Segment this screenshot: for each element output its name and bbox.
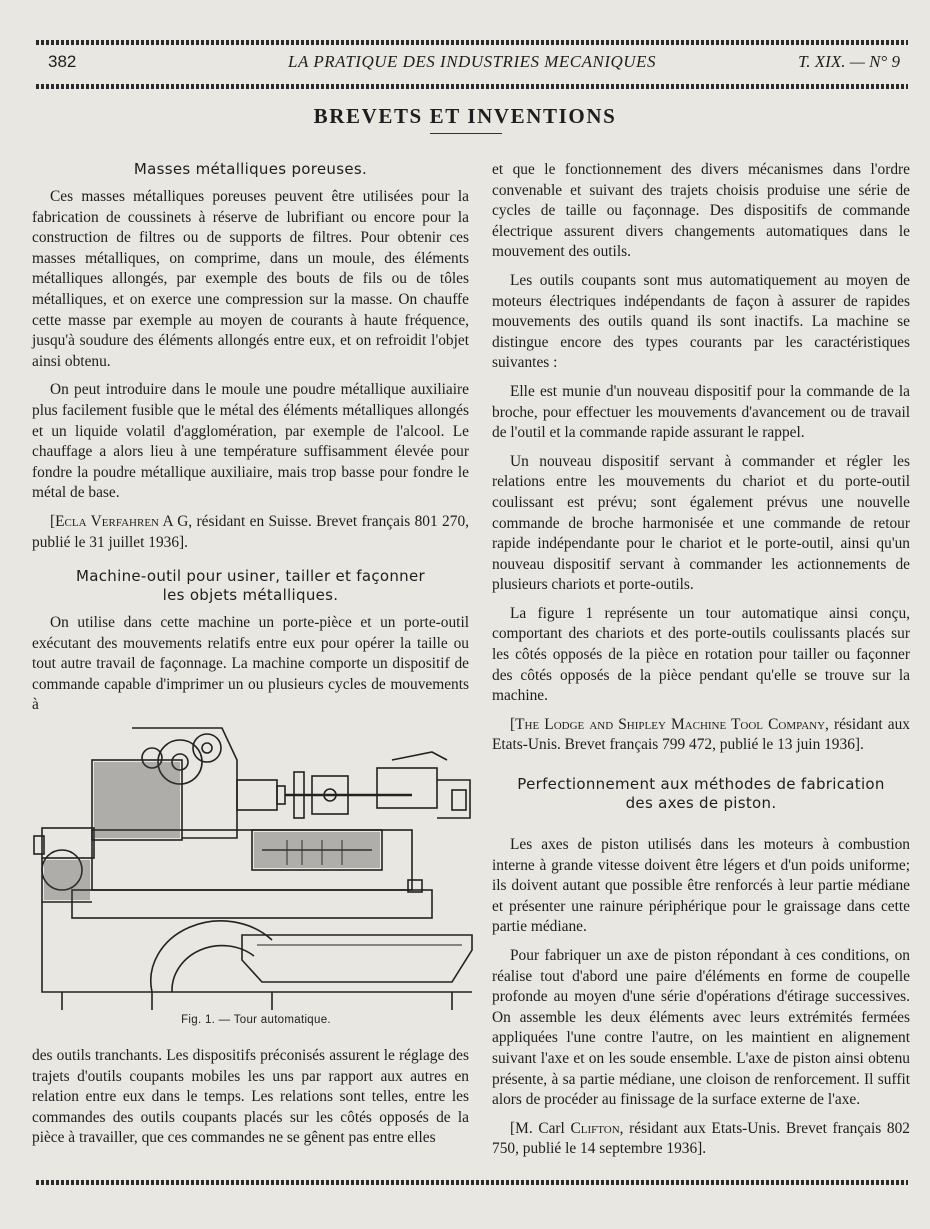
volume-number: T. XIX. — N° 9 bbox=[798, 52, 900, 71]
section-title: BREVETS ET INVENTIONS bbox=[313, 104, 617, 128]
machine-paragraph-2: Les outils coupants sont mus automatiquement au moyen de moteurs électriques indépendants de façon à assurer de rapides mouvements des outils quand ils sont inactifs. La machine se distingue encore des types courants par les caractéristiques suivantes : bbox=[492, 271, 910, 372]
masses-patent-company: Ecla Verfahren bbox=[55, 512, 160, 530]
piston-paragraph-2: Pour fabriquer un axe de piston répondant à ces conditions, on réalise tout d'abord une paire d'éléments en forme de coupelle profonde au moyen d'une série d'opérations d'étirage successives. On assemble les deux éléments avec leurs extrémités fermées appliquées l'une contre l'autre, on les maintient en alignement suivant l'axe et on les soude ensemble. L'axe de piston ainsi obtenu présente, à sa partie médiane, une cloison de renforcement. Il suffit alors de procéder au finissage de la surface externe de l'axe. bbox=[492, 946, 910, 1109]
right-column-continued bbox=[492, 775, 910, 1168]
machine-heading-line-2: les objets métalliques. bbox=[162, 586, 339, 605]
piston-patent-prefix: M. Carl bbox=[515, 1119, 571, 1137]
machine-patent-company: The Lodge and Shipley Machine Tool Company bbox=[515, 715, 826, 733]
left-column-continued bbox=[32, 1046, 469, 1157]
machine-paragraph-3: Elle est munie d'un nouveau dispositif pour la commande de la broche, pour effectuer les mouvements d'avancement ou de travail de l'outil et la commande rapide assurant le rappel. bbox=[492, 382, 910, 442]
piston-patent-name: Clifton bbox=[570, 1119, 620, 1137]
article-heading-machine bbox=[32, 567, 469, 605]
masses-patent-reference: [Ecla Verfahren A G, résidant en Suisse. Brevet français 801 270, publié le 31 juillet 1936]. bbox=[32, 512, 469, 551]
right-column bbox=[492, 160, 910, 764]
page-number: 382 bbox=[48, 52, 77, 71]
machine-paragraph-5: La figure 1 représente un tour automatique ainsi conçu, comportant des chariots et des porte-outils coulissants placés sur les côtés opposés de la pièce en rotation pour tailler ou façonner des côtés opposés de la pièce pendant qu'elle se trouve sur la machine. bbox=[492, 604, 910, 705]
piston-heading-line-2: des axes de piston. bbox=[625, 794, 777, 812]
running-head bbox=[36, 50, 908, 76]
lathe-illustration bbox=[32, 720, 480, 1020]
piston-heading-line-1: Perfectionnement aux méthodes de fabrication bbox=[517, 775, 885, 793]
article-heading-masses: Masses métalliques poreuses. bbox=[133, 160, 368, 178]
machine-paragraph-1-right: et que le fonctionnement des divers mécanismes dans l'ordre convenable et suivant des trajets choisis produise une série de cycles de taille ou façonnage. Des dispositifs de commande électrique assurent divers changements automatiques dans le mouvement des outils. bbox=[492, 161, 910, 261]
machine-paragraph-1: On utilise dans cette machine un porte-pièce et un porte-outil exécutant des mouvements relatifs entre eux pour opérer la taille ou tout autre travail de façonnage. La machine comporte un dispositif de commande capable d'imprimer un ou plusieurs cycles de mouvements à bbox=[32, 614, 469, 714]
header-bottom-rule bbox=[36, 84, 908, 89]
machine-patent-details: , résidant aux Etats-Unis. Brevet français 799 472, publié le 13 juin 1936]. bbox=[492, 715, 910, 754]
piston-patent-details: , résidant aux Etats-Unis. Brevet français 802 750, publié le 14 septembre 1936]. bbox=[492, 1119, 910, 1158]
article-heading-piston bbox=[492, 775, 910, 813]
figure-caption: Fig. 1. — Tour automatique. bbox=[181, 1014, 331, 1026]
section-title-underline bbox=[430, 133, 502, 134]
masses-paragraph-2: On peut introduire dans le moule une poudre métallique auxiliaire plus facilement fusible que le métal des éléments métalliques allongés et un liquide volatil d'agglomération, par exemple de l'alcool. Le chauffage a alors lieu à une température suffisamment élevée pour fondre la poudre métallique auxiliaire, mais trop basse pour fondre le métal de base. bbox=[32, 381, 469, 502]
machine-paragraph-4: Un nouveau dispositif servant à commander et régler les relations entre les mouvements du chariot et du porte-outil coulissant est prévu; sont également prévus une nouvelle commande de broche harmonisée et une commande de retour rapide indépendante pour le chariot et le porte-outil, ainsi qu'un nouveau dispositif servant à commander les actionnements de plusieurs chariots et porte-outils. bbox=[492, 452, 910, 594]
masses-paragraph-1: Ces masses métalliques poreuses peuvent être utilisées pour la fabrication de coussinets à réserve de lubrifiant ou encore pour la construction de filtres ou de supports de filtres. Pour obtenir ces masses métalliques, on comprime, dans un moule, des éléments métalliques allongés, par exemple des bouts de fils ou de tôles métalliques, et on exerce une compression sur la masse. On chauffe cette masse par exemple au moyen de courants à haute fréquence, jusqu'à soudure des éléments allongés entre eux, et on refroidit l'objet ainsi obtenu. bbox=[32, 188, 469, 370]
header-top-rule bbox=[36, 40, 908, 45]
machine-paragraph-1-continued: des outils tranchants. Les dispositifs préconisés assurent le réglage des trajets d'outils coupants mobiles les uns par rapport aux autres en relation entre eux dans le temps. Les relations sont telles, entre les commandes des outils coupants placés sur les côtés opposés de la pièce à travailler, que ces commandes ne se gênent pas entre elles bbox=[32, 1047, 469, 1147]
piston-paragraph-1: Les axes de piston utilisés dans les moteurs à combustion interne à grande vitesse doivent être légers et d'un poids uniforme; ils doivent autant que possible être renforcés à leur partie médiane et présenter une rainure périphérique pour le graissage dans cette partie médiane. bbox=[492, 836, 910, 936]
masses-patent-details: A G, résidant en Suisse. Brevet français 801 270, publié le 31 juillet 1936]. bbox=[32, 512, 469, 551]
journal-title: LA PRATIQUE DES INDUSTRIES MECANIQUES bbox=[288, 52, 656, 71]
footer-rule bbox=[36, 1180, 908, 1185]
machine-heading-line-1: Machine-outil pour usiner, tailler et façonner bbox=[76, 567, 425, 586]
piston-patent-reference: [M. Carl Clifton, résidant aux Etats-Unis. Brevet français 802 750, publié le 14 septembre 1936]. bbox=[492, 1119, 910, 1158]
machine-patent-reference: [The Lodge and Shipley Machine Tool Company, résidant aux Etats-Unis. Brevet français 799 472, publié le 13 juin 1936]. bbox=[492, 715, 910, 754]
left-column bbox=[32, 160, 469, 724]
